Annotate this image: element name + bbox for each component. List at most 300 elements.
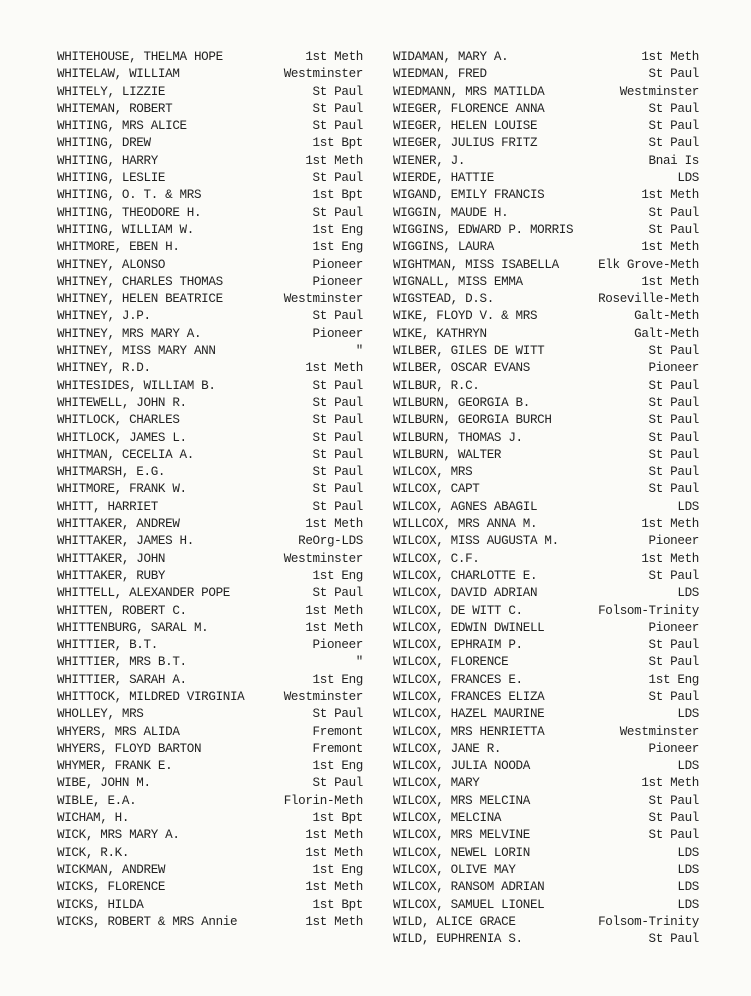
entry-name: WIEGER, HELEN LOUISE	[393, 119, 538, 134]
entry-church: 1st Bpt	[312, 136, 363, 151]
entry-name: WHITELAW, WILLIAM	[57, 67, 180, 82]
entry-name: WHITTIER, B.T.	[57, 638, 158, 653]
entry-church: "	[355, 655, 363, 670]
entry-name: WIERDE, HATTIE	[393, 171, 494, 186]
entry-name: WHYMER, FRANK E.	[57, 759, 173, 774]
entry-name: WIKE, FLOYD V. & MRS	[393, 309, 538, 324]
entry-row	[393, 308, 699, 325]
entry-row	[393, 291, 699, 308]
entry-church: Pioneer	[312, 638, 363, 653]
entry-name: WILCOX, CAPT	[393, 482, 480, 497]
entry-church: 1st Eng	[312, 222, 363, 237]
entry-row	[57, 603, 363, 620]
entry-name: WILBER, GILES DE WITT	[393, 344, 545, 359]
entry-row	[57, 187, 363, 204]
entry-row	[57, 551, 363, 568]
entry-church: 1st Meth	[641, 517, 699, 532]
entry-row	[57, 845, 363, 862]
entry-row	[393, 66, 699, 83]
entry-church: 1st Bpt	[312, 811, 363, 826]
entry-church: St Paul	[648, 689, 699, 704]
entry-row	[393, 741, 699, 758]
entry-church: St Paul	[312, 378, 363, 393]
entry-name: WILCOX, SAMUEL LIONEL	[393, 897, 545, 912]
entry-church: St Paul	[648, 811, 699, 826]
entry-church: Westminster	[619, 724, 699, 739]
entry-church: St Paul	[312, 101, 363, 116]
entry-row	[393, 689, 699, 706]
entry-church: 1st Bpt	[312, 188, 363, 203]
entry-name: WICKS, FLORENCE	[57, 880, 166, 895]
entry-church: LDS	[677, 586, 699, 601]
entry-row	[393, 239, 699, 256]
entry-row	[57, 654, 363, 671]
entry-name: WHITING, HARRY	[57, 153, 158, 168]
entry-church: St Paul	[312, 309, 363, 324]
entry-name: WILCOX, AGNES ABAGIL	[393, 499, 538, 514]
entry-church: Pioneer	[648, 534, 699, 549]
entry-name: WHITMARSH, E.G.	[57, 465, 166, 480]
entry-church: St Paul	[312, 465, 363, 480]
entry-row	[393, 516, 699, 533]
entry-church: 1st Meth	[641, 50, 699, 64]
entry-church: St Paul	[312, 205, 363, 220]
entry-row	[57, 170, 363, 187]
entry-row	[57, 257, 363, 274]
entry-name: WHITNEY, J.P.	[57, 309, 151, 324]
entry-church: Elk Grove-Meth	[598, 257, 699, 272]
entry-row	[393, 533, 699, 550]
entry-row	[393, 724, 699, 741]
entry-name: WIEGER, JULIUS FRITZ	[393, 136, 538, 151]
entry-church: 1st Meth	[305, 914, 363, 929]
entry-row	[393, 257, 699, 274]
entry-church: Folsom-Trinity	[598, 914, 699, 929]
entry-name: WILBURN, WALTER	[393, 447, 502, 462]
entry-church: 1st Meth	[305, 50, 363, 64]
entry-church: Westminster	[283, 551, 363, 566]
entry-church: LDS	[677, 707, 699, 722]
entry-church: St Paul	[648, 67, 699, 82]
entry-church: "	[355, 344, 363, 359]
entry-church: St Paul	[648, 828, 699, 843]
entry-name: WICK, R.K.	[57, 845, 130, 860]
entry-row	[393, 135, 699, 152]
entry-name: WILBURN, GEORGIA B.	[393, 395, 530, 410]
entry-row	[57, 637, 363, 654]
entry-name: WIGSTEAD, D.S.	[393, 292, 494, 307]
entry-church: ReOrg-LDS	[298, 534, 363, 549]
entry-church: 1st Eng	[312, 240, 363, 255]
entry-church: Pioneer	[648, 620, 699, 635]
entry-name: WILCOX, CHARLOTTE E.	[393, 568, 538, 583]
entry-row	[393, 654, 699, 671]
entry-church: St Paul	[312, 430, 363, 445]
entry-name: WILCOX, FRANCES ELIZA	[393, 689, 545, 704]
entry-row	[57, 222, 363, 239]
entry-name: WILCOX, FLORENCE	[393, 655, 509, 670]
entry-name: WIGGINS, LAURA	[393, 240, 494, 255]
entry-row	[393, 793, 699, 810]
entry-church: 1st Eng	[648, 672, 699, 687]
entry-church: St Paul	[648, 447, 699, 462]
entry-church: Pioneer	[312, 257, 363, 272]
entry-name: WILD, EUPHRENIA S.	[393, 932, 523, 947]
entry-church: 1st Meth	[641, 776, 699, 791]
entry-row	[57, 775, 363, 792]
entry-row	[393, 49, 699, 66]
entry-row	[393, 637, 699, 654]
entry-name: WILCOX, HAZEL MAURINE	[393, 707, 545, 722]
entry-church: St Paul	[648, 413, 699, 428]
entry-church: St Paul	[312, 119, 363, 134]
entry-church: LDS	[677, 880, 699, 895]
entry-row	[57, 620, 363, 637]
entry-row	[393, 170, 699, 187]
entry-row	[393, 620, 699, 637]
entry-name: WILBURN, THOMAS J.	[393, 430, 523, 445]
entry-church: 1st Bpt	[312, 897, 363, 912]
entry-name: WHITNEY, MRS MARY A.	[57, 326, 202, 341]
entry-church: Westminster	[619, 84, 699, 99]
entry-row	[393, 810, 699, 827]
entry-name: WHITING, DREW	[57, 136, 151, 151]
entry-row	[393, 222, 699, 239]
entry-row	[57, 118, 363, 135]
entry-name: WILBUR, R.C.	[393, 378, 480, 393]
entry-row	[57, 689, 363, 706]
entry-name: WHITNEY, ALONSO	[57, 257, 166, 272]
entry-row	[57, 447, 363, 464]
entry-row	[57, 879, 363, 896]
entry-name: WIEGER, FLORENCE ANNA	[393, 101, 545, 116]
entry-church: St Paul	[648, 101, 699, 116]
entry-church: 1st Meth	[305, 620, 363, 635]
entry-name: WILCOX, MRS MELCINA	[393, 793, 530, 808]
entry-name: WHITMAN, CECELIA A.	[57, 447, 194, 462]
entry-church: St Paul	[648, 222, 699, 237]
entry-church: St Paul	[648, 638, 699, 653]
entry-church: St Paul	[648, 395, 699, 410]
entry-church: St Paul	[312, 395, 363, 410]
entry-row	[57, 308, 363, 325]
entry-name: WHITT, HARRIET	[57, 499, 158, 514]
entry-name: WIGGINS, EDWARD P. MORRIS	[393, 222, 574, 237]
entry-row	[57, 274, 363, 291]
entry-name: WHITNEY, HELEN BEATRICE	[57, 292, 223, 307]
entry-church: 1st Meth	[305, 828, 363, 843]
entry-row	[393, 551, 699, 568]
entry-row	[57, 84, 363, 101]
entry-name: WICKS, ROBERT & MRS Annie	[57, 914, 238, 929]
entry-church: St Paul	[312, 447, 363, 462]
entry-row	[393, 845, 699, 862]
entry-name: WILCOX, MRS	[393, 465, 473, 480]
entry-row	[393, 412, 699, 429]
entry-name: WILD, ALICE GRACE	[393, 914, 516, 929]
entry-row	[57, 810, 363, 827]
entry-church: Galt-Meth	[634, 309, 699, 324]
entry-row	[393, 603, 699, 620]
entry-church: Pioneer	[648, 361, 699, 376]
entry-church: Westminster	[283, 689, 363, 704]
entry-name: WHITTEN, ROBERT C.	[57, 603, 187, 618]
entry-name: WICHAM, H.	[57, 811, 130, 826]
entry-name: WILCOX, OLIVE MAY	[393, 862, 516, 877]
entry-row	[393, 326, 699, 343]
entry-row	[393, 775, 699, 792]
entry-row	[57, 378, 363, 395]
entry-row	[57, 741, 363, 758]
entry-row	[393, 187, 699, 204]
entry-name: WICKS, HILDA	[57, 897, 144, 912]
entry-row	[393, 499, 699, 516]
entry-church: St Paul	[648, 119, 699, 134]
entry-name: WIENER, J.	[393, 153, 466, 168]
entry-church: St Paul	[312, 482, 363, 497]
entry-name: WHYERS, FLOYD BARTON	[57, 741, 202, 756]
entry-name: WIEDMAN, FRED	[393, 67, 487, 82]
entry-church: Westminster	[283, 292, 363, 307]
entry-row	[393, 879, 699, 896]
entry-row	[57, 758, 363, 775]
entry-row	[57, 464, 363, 481]
entry-church: St Paul	[312, 499, 363, 514]
entry-row	[57, 481, 363, 498]
entry-name: WHITLOCK, CHARLES	[57, 413, 180, 428]
entry-name: WHITTAKER, JAMES H.	[57, 534, 194, 549]
entry-church: St Paul	[648, 205, 699, 220]
entry-church: St Paul	[312, 413, 363, 428]
entry-name: WHOLLEY, MRS	[57, 707, 144, 722]
entry-row	[393, 706, 699, 723]
entry-name: WHITEMAN, ROBERT	[57, 101, 173, 116]
entry-row	[393, 274, 699, 291]
entry-church: Florin-Meth	[283, 793, 363, 808]
entry-row	[393, 205, 699, 222]
entry-church: 1st Eng	[312, 759, 363, 774]
entry-name: WHITESIDES, WILLIAM B.	[57, 378, 216, 393]
entry-church: LDS	[677, 862, 699, 877]
entry-name: WIEDMANN, MRS MATILDA	[393, 84, 545, 99]
entry-name: WHITEHOUSE, THELMA HOPE	[57, 50, 223, 64]
left-column	[57, 49, 363, 931]
entry-row	[57, 412, 363, 429]
entry-row	[393, 585, 699, 602]
entry-name: WHITING, O. T. & MRS	[57, 188, 202, 203]
entry-name: WICKMAN, ANDREW	[57, 862, 166, 877]
entry-name: WHITNEY, R.D.	[57, 361, 151, 376]
entry-row	[393, 568, 699, 585]
entry-name: WILLCOX, MRS ANNA M.	[393, 517, 538, 532]
entry-name: WHITELY, LIZZIE	[57, 84, 166, 99]
entry-row	[57, 706, 363, 723]
entry-row	[57, 395, 363, 412]
entry-church: Galt-Meth	[634, 326, 699, 341]
entry-church: 1st Meth	[305, 845, 363, 860]
entry-row	[393, 481, 699, 498]
entry-row	[57, 724, 363, 741]
entry-church: 1st Meth	[641, 240, 699, 255]
entry-name: WIGHTMAN, MISS ISABELLA	[393, 257, 559, 272]
entry-row	[393, 118, 699, 135]
entry-row	[393, 931, 699, 948]
entry-name: WILCOX, DE WITT C.	[393, 603, 523, 618]
entry-church: Folsom-Trinity	[598, 603, 699, 618]
entry-name: WILCOX, RANSOM ADRIAN	[393, 880, 545, 895]
entry-row	[393, 758, 699, 775]
entry-name: WHITNEY, CHARLES THOMAS	[57, 274, 223, 289]
entry-row	[393, 84, 699, 101]
entry-row	[57, 49, 363, 66]
entry-church: St Paul	[648, 932, 699, 947]
entry-row	[57, 66, 363, 83]
entry-church: St Paul	[648, 568, 699, 583]
entry-name: WILCOX, JANE R.	[393, 741, 502, 756]
entry-name: WHITTELL, ALEXANDER POPE	[57, 586, 230, 601]
entry-name: WHITTAKER, ANDREW	[57, 517, 180, 532]
entry-name: WILBER, OSCAR EVANS	[393, 361, 530, 376]
entry-church: Pioneer	[648, 741, 699, 756]
entry-row	[57, 862, 363, 879]
entry-row	[57, 135, 363, 152]
entry-church: 1st Meth	[305, 603, 363, 618]
entry-church: Roseville-Meth	[598, 292, 699, 307]
entry-row	[393, 827, 699, 844]
entry-name: WILCOX, FRANCES E.	[393, 672, 523, 687]
entry-name: WILCOX, MRS HENRIETTA	[393, 724, 545, 739]
entry-row	[393, 862, 699, 879]
entry-row	[393, 897, 699, 914]
entry-church: 1st Meth	[641, 551, 699, 566]
entry-church: 1st Eng	[312, 568, 363, 583]
entry-church: St Paul	[312, 707, 363, 722]
entry-row	[57, 360, 363, 377]
entry-church: 1st Meth	[305, 517, 363, 532]
entry-row	[57, 516, 363, 533]
entry-row	[57, 827, 363, 844]
entry-name: WHITMORE, EBEN H.	[57, 240, 180, 255]
entry-row	[57, 153, 363, 170]
entry-name: WHITEWELL, JOHN R.	[57, 395, 187, 410]
entry-row	[57, 793, 363, 810]
entry-church: St Paul	[648, 344, 699, 359]
entry-row	[393, 464, 699, 481]
entry-row	[393, 914, 699, 931]
entry-church: St Paul	[312, 84, 363, 99]
entry-row	[57, 291, 363, 308]
entry-church: St Paul	[648, 465, 699, 480]
entry-row	[393, 430, 699, 447]
entry-name: WHITING, WILLIAM W.	[57, 222, 194, 237]
entry-row	[57, 239, 363, 256]
entry-name: WHITTAKER, RUBY	[57, 568, 166, 583]
entry-row	[57, 914, 363, 931]
right-column	[393, 49, 699, 948]
entry-name: WILBURN, GEORGIA BURCH	[393, 413, 552, 428]
entry-row	[57, 430, 363, 447]
entry-name: WHITING, THEODORE H.	[57, 205, 202, 220]
entry-row	[393, 343, 699, 360]
entry-church: Bnai Is	[648, 153, 699, 168]
entry-row	[57, 205, 363, 222]
entry-church: 1st Eng	[312, 862, 363, 877]
entry-name: WHITING, MRS ALICE	[57, 119, 187, 134]
entry-church: 1st Meth	[641, 188, 699, 203]
entry-church: Pioneer	[312, 326, 363, 341]
entry-church: Pioneer	[312, 274, 363, 289]
entry-church: St Paul	[648, 793, 699, 808]
entry-row	[57, 343, 363, 360]
entry-name: WIGAND, EMILY FRANCIS	[393, 188, 545, 203]
entry-name: WHITLOCK, JAMES L.	[57, 430, 187, 445]
entry-row	[57, 533, 363, 550]
entry-name: WHITTIER, MRS B.T.	[57, 655, 187, 670]
entry-name: WHITTAKER, JOHN	[57, 551, 166, 566]
entry-row	[393, 378, 699, 395]
entry-name: WIDAMAN, MARY A.	[393, 50, 509, 64]
entry-name: WHITING, LESLIE	[57, 171, 166, 186]
entry-name: WILCOX, MELCINA	[393, 811, 502, 826]
entry-church: St Paul	[648, 655, 699, 670]
entry-church: LDS	[677, 897, 699, 912]
entry-church: LDS	[677, 171, 699, 186]
entry-church: Westminster	[283, 67, 363, 82]
entry-name: WHITNEY, MISS MARY ANN	[57, 344, 216, 359]
entry-name: WIGGIN, MAUDE H.	[393, 205, 509, 220]
entry-row	[57, 568, 363, 585]
entry-name: WIGNALL, MISS EMMA	[393, 274, 523, 289]
entry-row	[393, 101, 699, 118]
entry-church: St Paul	[312, 171, 363, 186]
entry-name: WICK, MRS MARY A.	[57, 828, 180, 843]
entry-name: WILCOX, C.F.	[393, 551, 480, 566]
entry-church: St Paul	[312, 586, 363, 601]
entry-name: WILCOX, DAVID ADRIAN	[393, 586, 538, 601]
entry-name: WILCOX, MRS MELVINE	[393, 828, 530, 843]
entry-row	[393, 395, 699, 412]
entry-row	[57, 672, 363, 689]
entry-name: WHYERS, MRS ALIDA	[57, 724, 180, 739]
entry-name: WILCOX, MARY	[393, 776, 480, 791]
entry-church: 1st Meth	[641, 274, 699, 289]
entry-row	[393, 360, 699, 377]
entry-name: WILCOX, EPHRAIM P.	[393, 638, 523, 653]
entry-church: Fremont	[312, 724, 363, 739]
entry-name: WIBE, JOHN M.	[57, 776, 151, 791]
entry-row	[57, 326, 363, 343]
entry-church: 1st Eng	[312, 672, 363, 687]
entry-church: LDS	[677, 499, 699, 514]
entry-name: WIKE, KATHRYN	[393, 326, 487, 341]
entry-church: Fremont	[312, 741, 363, 756]
entry-row	[57, 499, 363, 516]
entry-church: LDS	[677, 845, 699, 860]
entry-name: WILCOX, NEWEL LORIN	[393, 845, 530, 860]
entry-church: St Paul	[648, 430, 699, 445]
entry-church: St Paul	[648, 378, 699, 393]
entry-row	[393, 153, 699, 170]
entry-church: St Paul	[648, 482, 699, 497]
entry-church: LDS	[677, 759, 699, 774]
entry-name: WHITTOCK, MILDRED VIRGINIA	[57, 689, 245, 704]
entry-row	[393, 672, 699, 689]
entry-row	[393, 447, 699, 464]
entry-church: 1st Meth	[305, 361, 363, 376]
entry-row	[57, 897, 363, 914]
entry-church: 1st Meth	[305, 880, 363, 895]
entry-name: WIBLE, E.A.	[57, 793, 137, 808]
